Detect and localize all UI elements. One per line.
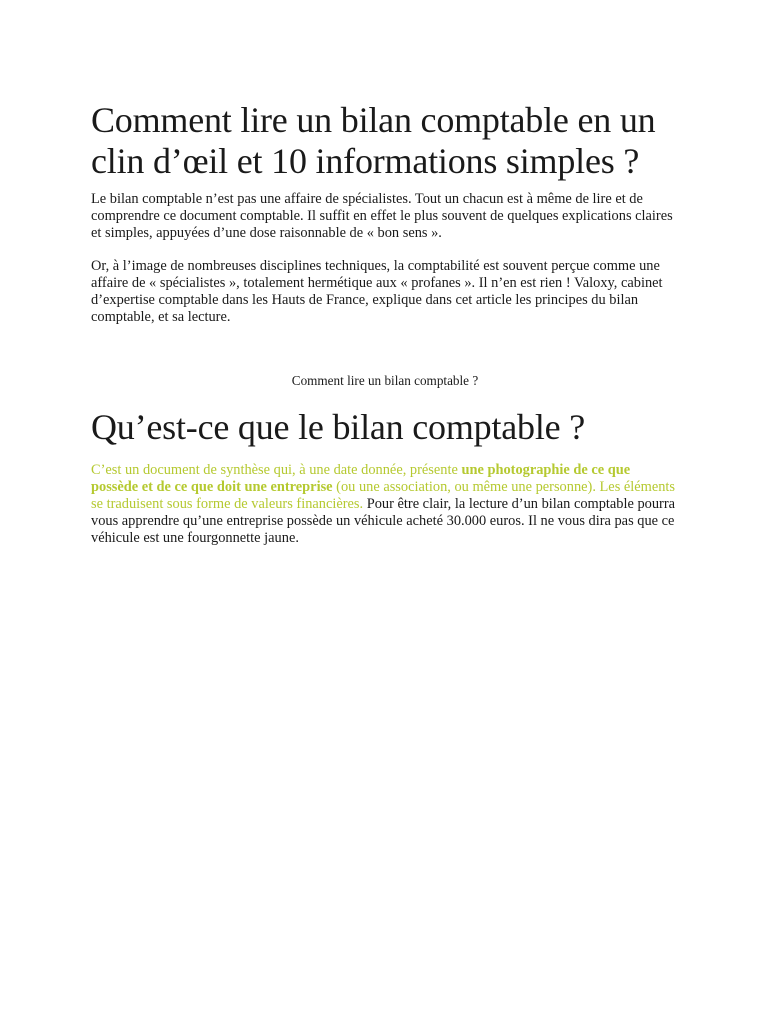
highlight-text-part-1: C’est un document de synthèse qui, à une date donnée, présente bbox=[91, 462, 462, 478]
highlight-text-part-2: (ou une association, ou même une personne). Les éléments se traduisent sous forme de valeurs financières. bbox=[91, 479, 676, 512]
plain-text: Pour être clair, la lecture d’un bilan comptable pourra vous apprendre qu’une entreprise possède un véhicule acheté 30.000 euros. Il ne vous dira pas que ce véhicule est une fourgonnette jaune. bbox=[91, 496, 676, 546]
page-title: Comment lire un bilan comptable en un clin d’œil et 10 informations simples ? bbox=[91, 100, 656, 181]
document-page bbox=[91, 100, 679, 547]
image-caption: Comment lire un bilan comptable ? bbox=[291, 373, 479, 388]
section-paragraph bbox=[91, 462, 679, 547]
intro-paragraph-1: Le bilan comptable n’est pas une affaire de spécialistes. Tout un chacun est à même de lire et de comprendre ce document comptable. Il suffit en effet le plus souvent de quelques explications claires et simples, appuyées d’une dose raisonnable de « bon sens ». bbox=[91, 191, 673, 241]
highlight-bold-text: une photographie de ce que possède et de ce que doit une entreprise bbox=[91, 462, 631, 495]
section-heading: Qu’est-ce que le bilan comptable ? bbox=[91, 407, 585, 447]
intro-paragraph-2: Or, à l’image de nombreuses disciplines techniques, la comptabilité est souvent perçue comme une affaire de « spécialistes », totalement hermétique aux « profanes ». Il n’en est rien ! Valoxy, cabinet d’expertise comptable dans les Hauts de France, explique dans cet article les principes du bilan comptable, et sa lecture. bbox=[91, 258, 663, 325]
